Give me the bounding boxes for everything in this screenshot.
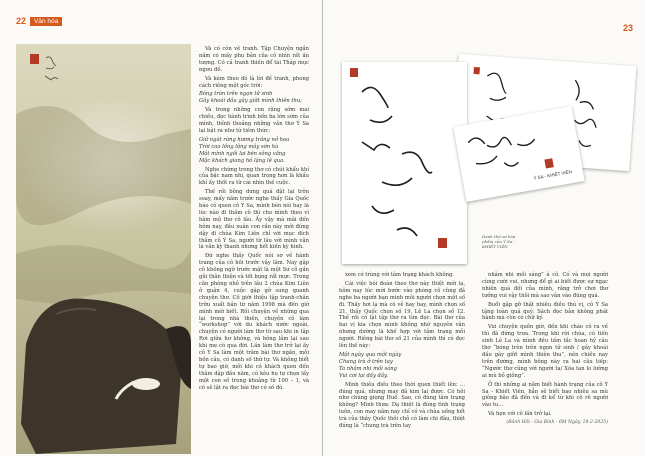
seal-mark bbox=[30, 54, 39, 64]
poem-line: Bóng tròn trên ngọn tử sinh bbox=[199, 91, 273, 98]
right-page-number: 23 bbox=[622, 23, 633, 33]
painting-illustration bbox=[16, 44, 191, 454]
paragraph: Và có còn vẽ tranh. Tập Chuyện ngắn năm có mấy phụ bản của cô nhìn rất ấn tượng. Có cả tranh thiền để tài Tháp mục ngưu đồ. bbox=[199, 46, 309, 73]
left-page bbox=[0, 0, 322, 456]
poem-line: Gây khoái đầu gây giữt mình thiên thu; bbox=[199, 98, 302, 105]
column-c bbox=[482, 272, 608, 429]
ink-painting-buffalo bbox=[16, 44, 191, 454]
calligraphy-card-front bbox=[342, 62, 467, 264]
paragraph: Cái việc bói đoán theo thơ này thiệt mới lạ, hôm nay lúc mới bước vào phòng cô cũng đã nghe ba người bạn mình mỗi người chọn một số đi. Thấy hơi lạ mà có vẻ hay hay, mình chọn số 21, thầy Quốc chọn số 19, Lê La chọn số 12. Thế rồi có lật tập thơ ra tìm đọc. Bài thơ của hai vị kia chọn mình không nhớ nguyên văn nhưng dường là khế hợp với tâm trạng mỗi người. Riêng bài thơ số 21 của mình thì có đọc lên thế này: bbox=[339, 280, 465, 350]
paragraph: Vui chuyện quên giờ, đến khi chào cô ra về thì đã đứng trưa. Trong khi rời chùa, có tiến sinh Lê La và mình đều tấm tắc hoan hỷ câu thơ “bóng tròn trên ngọn tử sinh / gây khoái đầu gây giữt mình thiên thu”, nên chiều nay trên đường, mình bông này ra hai câu tiếp: “Ngước thơ cũng với người ta/ Xóa tan lo lường ai mù bỏ giông”. bbox=[482, 324, 608, 379]
poem-line: Chung trà ở trên tay bbox=[339, 358, 393, 365]
paragraph: xem có trùng với tâm trạng khách không. bbox=[345, 272, 454, 278]
poem-line: Một ngày qua một ngày bbox=[339, 351, 402, 358]
poem-line: Trời cao lồng lộng mây sớn hà bbox=[199, 143, 279, 150]
poem-line: Vui cơi lại đầy đầy. bbox=[339, 372, 388, 379]
paragraph: Thế rồi bỗng dưng quá đặt lại trôn soay, mấy năm trước nghe thấy Gia Quốc báo có quen cô Ý Sa, mình bèn nói hay là lúc nào đi thăm cô thì cho mình theo vì hâm mộ thơ cô lâu. Ấy vậy mà mãi đến hôm nay, đầu xuân con rắn này mới đứng dậy đi chùa Kim Liên chỉ với mục đích thăm cô Ý Sa, người từ lâu với mình vẫn là vẫn kỳ thanh nhưng hết kiến kỳ hình. bbox=[199, 189, 309, 251]
column-b bbox=[339, 272, 465, 432]
paragraph: Mình thiêu điều theo thời quen thiết lên: ... đúng quá, nhưng may đã kim lại được. Có hôi như chùng giọng Huế. Sao, có đúng tâm trạng không? Mình thưa: Dạ thiệt là đúng tình trạng luôn, con may năm nay chỉ có và chùa uống hết trà của thầy Quốc thôi chỗ có làm chi đâu, thiệt đúng là “chung trà trên tay bbox=[339, 381, 465, 430]
card-signature: Ý SA - KHIẾT VIÊN bbox=[533, 169, 573, 181]
image-caption: Danh thủ sư hòa phẩm của Ý Sa - KHIẾT VIÊN bbox=[482, 234, 516, 249]
section-tag: Văn hóa bbox=[30, 17, 62, 26]
poem-line: Mặc khách giang hồ lặng lẽ qua. bbox=[199, 157, 285, 164]
paragraph: Buổi gặp gỡ thật nhiều điều thú vị, cô Ý Sa tặng toàn quá quý: Sách đọc bản không phát hành mà còn có chữ ký. bbox=[482, 301, 608, 322]
paragraph: Đứ nghe thấy Quốc nói sơ về hành trang của cô hồi trước vậy lâm. Nay gặp cô không ngờ trước mặt là một Sư cô gần gũi thân thiện và tốt bụng rất mực. Trong căn phòng nhỏ trên lầu 2 chùa Kim Liên ở quận 4, cuộc gặp gỡ sung quanh chuyện thơ. Cô giới thiệu tập tranh-chân trữu xuất bản từ năm 1998 mà đến giờ mình mới biết. Rồi chuyện về những qua lại trong nhà thiền, chuyện cô làm “workshop” với du khách nước ngoài, chuyện có người làm thơ từ sau khi in tập Rơi giữa hư không, và bông lâm lại sau khi mẹ có qua đời. Lần làm thơ trở lại ấy cô Ý Sa làm một trăm bài thơ ngắn, mỗi bốn câu, có danh số thứ tự. Và không biết tự bao giờ, mỗi khi có khách quen đến thăm dặp đầu năm, có kêu họ tự chọn lấy một con số trong khoảng từ 100 – 1, và có sẽ lật ra đọc bài thơ có số đó. bbox=[199, 253, 309, 391]
paragraph: nhâm nhi mồi sáng” à cô. Có và mọi người cùng cười vui, nhưng để gì ai biết được sự ngạc nhiên quá đối của mình, rằng trở chơi thơ tưởng vui vậy thôi mà sao vận vào đúng quá. bbox=[482, 272, 608, 299]
paragraph: Và hẹn với cô lần trở lại. bbox=[488, 411, 552, 418]
paragraph: Và kèm theo đó là lời đề tranh, phong cách riêng một góc trời: bbox=[199, 75, 309, 89]
paragraph: Nghe chừng trong thơ có chút khẩu khí của bậc nam nhi, quan trọng hơn là khẩu khí ấy thốt ra từ cái nhìn thế cuộc. bbox=[199, 166, 309, 187]
column-a bbox=[199, 46, 309, 394]
left-page-number: 22 bbox=[16, 16, 27, 26]
page-header-left bbox=[16, 16, 62, 26]
poem-line: Giữ ngát rừng hương trắng nở hoa bbox=[199, 136, 290, 143]
paragraph: Ở thì những ai năm biết hành trạng của cô Ý Sa - Khiết Viên, hẳn sẽ biết bao nhiêu sa mù giông bão đã đến và đi kể từ khi cô rẽ người vào tu... bbox=[482, 381, 608, 409]
article-byline: (Bảnh Hồi - Gia Bình - 6M Ngày, 18-2-2025) bbox=[506, 420, 608, 426]
poem-line: Một mình ngồi lại bên sông vắng bbox=[199, 150, 286, 157]
page-header-right bbox=[623, 16, 633, 35]
poem-line: Ta nhâm nhi mồi sáng bbox=[339, 365, 397, 372]
paragraph: Và trong những con rằng sớm mai chiều, đọc hành trình bốn ba lớn sớm của mình, thỉnh thoảng những vần thơ Ý Sa lại bật ra như từ tiềm thức: bbox=[199, 107, 309, 134]
